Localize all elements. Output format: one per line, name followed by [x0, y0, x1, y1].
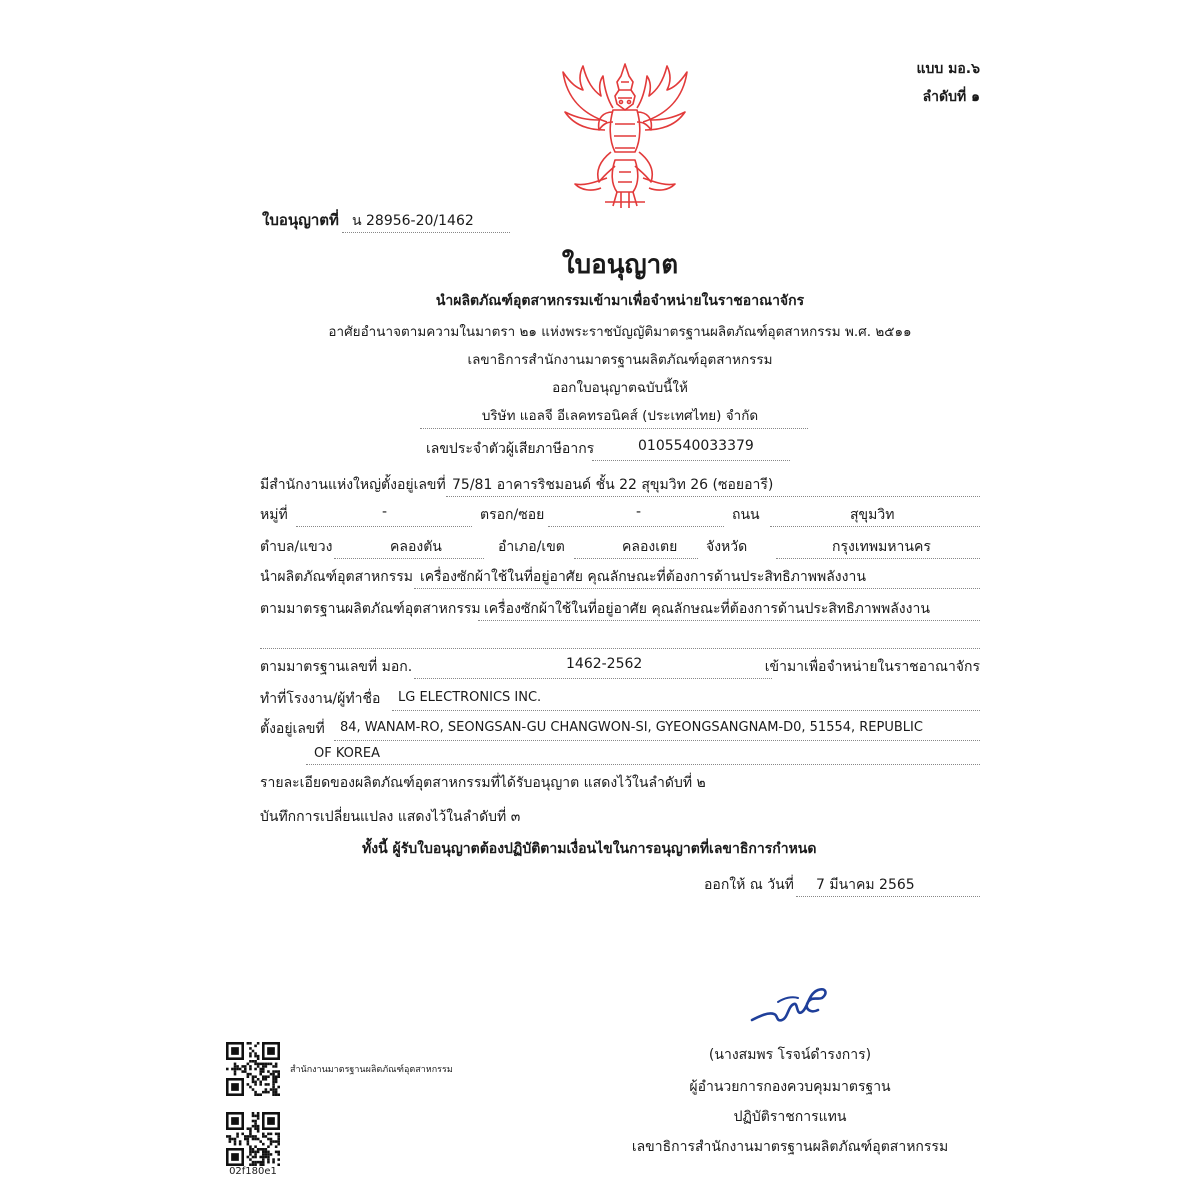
qr-code-icon [226, 1112, 280, 1166]
maker-address-dotline1 [334, 740, 980, 741]
standard-value: เครื่องซักผ้าใช้ในที่อยู่อาศัย คุณลักษณะที่ต้องการด้านประสิทธิภาพพลังงาน [484, 601, 930, 617]
province-value: กรุงเทพมหานคร [832, 539, 931, 555]
signatory-title: เลขาธิการสำนักงานมาตรฐานผลิตภัณฑ์อุตสาหกรรม [631, 1139, 949, 1155]
road-line [770, 526, 980, 527]
road-label: ถนน [732, 507, 760, 523]
soi-label: ตรอก/ซอย [480, 507, 545, 523]
changes-note: บันทึกการเปลี่ยนแปลง แสดงไว้ในลำดับที่ ๓ [260, 809, 521, 825]
issuer-text: เลขาธิการสำนักงานมาตรฐานผลิตภัณฑ์อุตสาหกรรม [467, 352, 773, 368]
maker-label: ทำที่โรงงาน/ผู้ทำชื่อ [260, 691, 381, 707]
soi-value: - [636, 504, 642, 520]
tax-label: เลขประจำตัวผู้เสียภาษีอากร [426, 441, 595, 457]
authority-text: อาศัยอำนาจตามความในมาตรา ๒๑ แห่งพระราชบัญญัติมาตรฐานผลิตภัณฑ์อุตสาหกรรม พ.ศ. ๒๕๑๑ [328, 324, 912, 340]
subdistrict-line [334, 558, 484, 559]
permit-no-line [342, 232, 510, 233]
maker-address-line1: 84, WANAM-RO, SEONGSAN-GU CHANGWON-SI, GYEONGSANGNAM-D0, 51554, REPUBLIC [340, 720, 923, 735]
maker-address-dotline2 [306, 764, 980, 765]
product-value: เครื่องซักผ้าใช้ในที่อยู่อาศัย คุณลักษณะที่ต้องการด้านประสิทธิภาพพลังงาน [420, 569, 866, 585]
company-name: บริษัท แอลจี อีเลคทรอนิคส์ (ประเทศไทย) จำกัด [481, 408, 759, 424]
company-line [420, 428, 808, 429]
standard-line-2 [260, 648, 980, 649]
tax-line [592, 460, 790, 461]
standard-line [478, 620, 980, 621]
province-line [776, 558, 980, 559]
product-label: นำผลิตภัณฑ์อุตสาหกรรม [260, 569, 414, 585]
subdistrict-value: คลองตัน [390, 539, 442, 555]
product-line [414, 588, 980, 589]
tis-suffix: เข้ามาเพื่อจำหน่ายในราชอาณาจักร [764, 659, 980, 675]
district-line [574, 558, 698, 559]
moo-value: - [382, 504, 388, 520]
office-label: มีสำนักงานแห่งใหญ่ตั้งอยู่เลขที่ [260, 477, 446, 493]
condition-note: ทั้งนี้ ผู้รับใบอนุญาตต้องปฏิบัติตามเงื่อนไขในการอนุญาตที่เลขาธิการกำหนด [362, 841, 817, 857]
district-label: อำเภอ/เขต [498, 539, 565, 555]
issue-text: ออกใบอนุญาตฉบับนี้ให้ [552, 380, 688, 396]
signatory-position: ผู้อำนวยการกองควบคุมมาตรฐาน [689, 1079, 891, 1095]
tis-line [414, 678, 772, 679]
issued-line [796, 896, 980, 897]
permit-no-label: ใบอนุญาตที่ [262, 211, 339, 229]
page-title: ใบอนุญาต [561, 250, 679, 280]
soi-line [548, 526, 724, 527]
tis-value: 1462-2562 [566, 656, 643, 672]
garuda-emblem-icon [555, 60, 695, 215]
province-label: จังหวัด [706, 539, 748, 555]
qr-code-text: 02f180e1 [229, 1166, 277, 1177]
permit-no-value: น 28956-20/1462 [352, 213, 474, 229]
maker-address-label: ตั้งอยู่เลขที่ [260, 721, 325, 737]
qr-caption: สำนักงานมาตรฐานผลิตภัณฑ์อุตสาหกรรม [290, 1065, 453, 1075]
office-line [446, 496, 980, 497]
moo-line [296, 526, 472, 527]
maker-address-line2: OF KOREA [314, 746, 381, 761]
form-sequence: ลำดับที่ ๑ [922, 89, 980, 105]
road-value: สุขุมวิท [850, 507, 895, 523]
moo-label: หมู่ที่ [260, 507, 288, 523]
standard-label: ตามมาตรฐานผลิตภัณฑ์อุตสาหกรรม [260, 601, 481, 617]
signatory-name: (นางสมพร โรจน์ดำรงการ) [708, 1047, 872, 1063]
details-note: รายละเอียดของผลิตภัณฑ์อุตสาหกรรมที่ได้รับอนุญาต แสดงไว้ในลำดับที่ ๒ [260, 775, 706, 791]
office-value: 75/81 อาคารริชมอนด์ ชั้น 22 สุขุมวิท 26 (ซอยอารี) [452, 477, 774, 493]
subdistrict-label: ตำบล/แขวง [260, 539, 333, 555]
tax-value: 0105540033379 [638, 438, 754, 454]
form-code: แบบ มอ.๖ [916, 61, 980, 77]
page-subtitle: นำผลิตภัณฑ์อุตสาหกรรมเข้ามาเพื่อจำหน่ายในราชอาณาจักร [435, 293, 805, 309]
issued-label: ออกให้ ณ วันที่ [704, 877, 794, 893]
issued-value: 7 มีนาคม 2565 [816, 877, 915, 893]
district-value: คลองเตย [622, 539, 678, 555]
maker-value: LG ELECTRONICS INC. [398, 690, 542, 705]
handwritten-signature-icon [748, 982, 832, 1030]
maker-line [392, 710, 980, 711]
signatory-acting: ปฏิบัติราชการแทน [733, 1109, 847, 1125]
tis-label: ตามมาตรฐานเลขที่ มอก. [260, 659, 413, 675]
qr-code-icon [226, 1042, 280, 1096]
